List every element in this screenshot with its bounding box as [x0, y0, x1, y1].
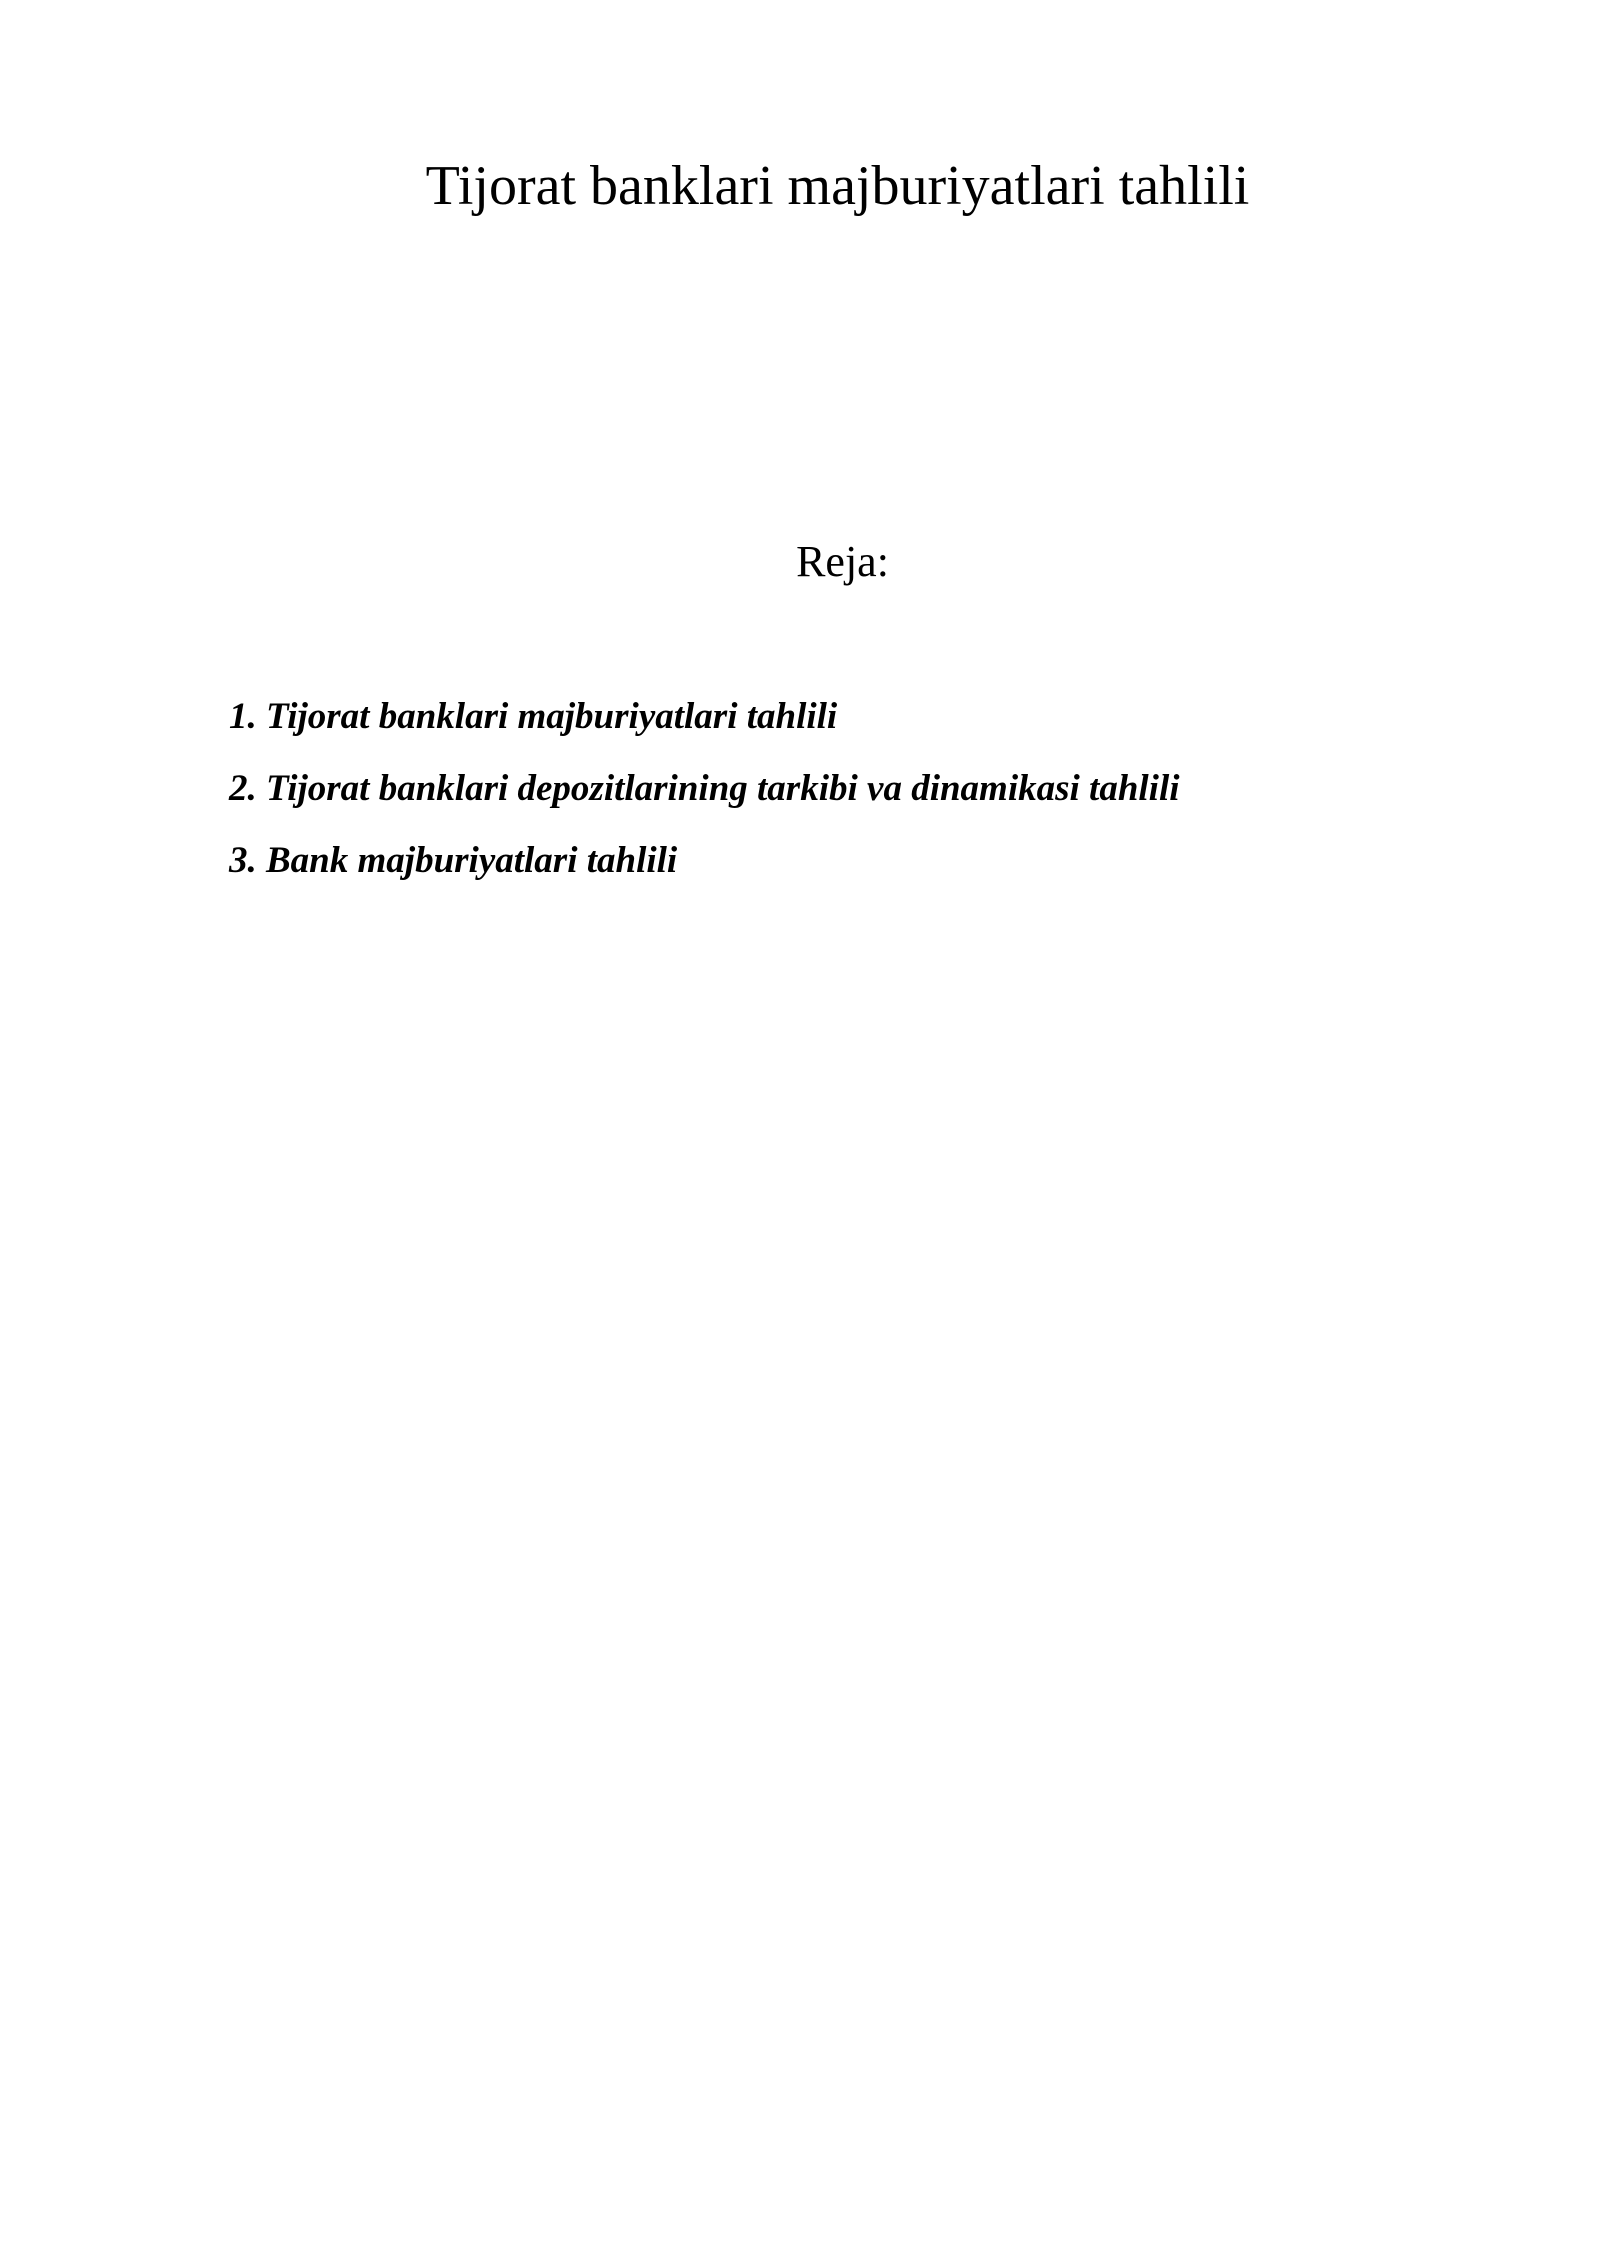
document-title: Tijorat banklari majburiyatlari tahlili [425, 155, 1250, 217]
plan-item-1: 1. Tijorat banklari majburiyatlari tahlili [229, 696, 838, 737]
plan-list [229, 693, 1180, 909]
plan-item-3: 3. Bank majburiyatlari tahlili [229, 840, 678, 881]
plan-item-2: 2. Tijorat banklari depozitlarining tarkibi va dinamikasi tahlili [229, 768, 1180, 809]
plan-heading: Reja: [796, 537, 889, 586]
